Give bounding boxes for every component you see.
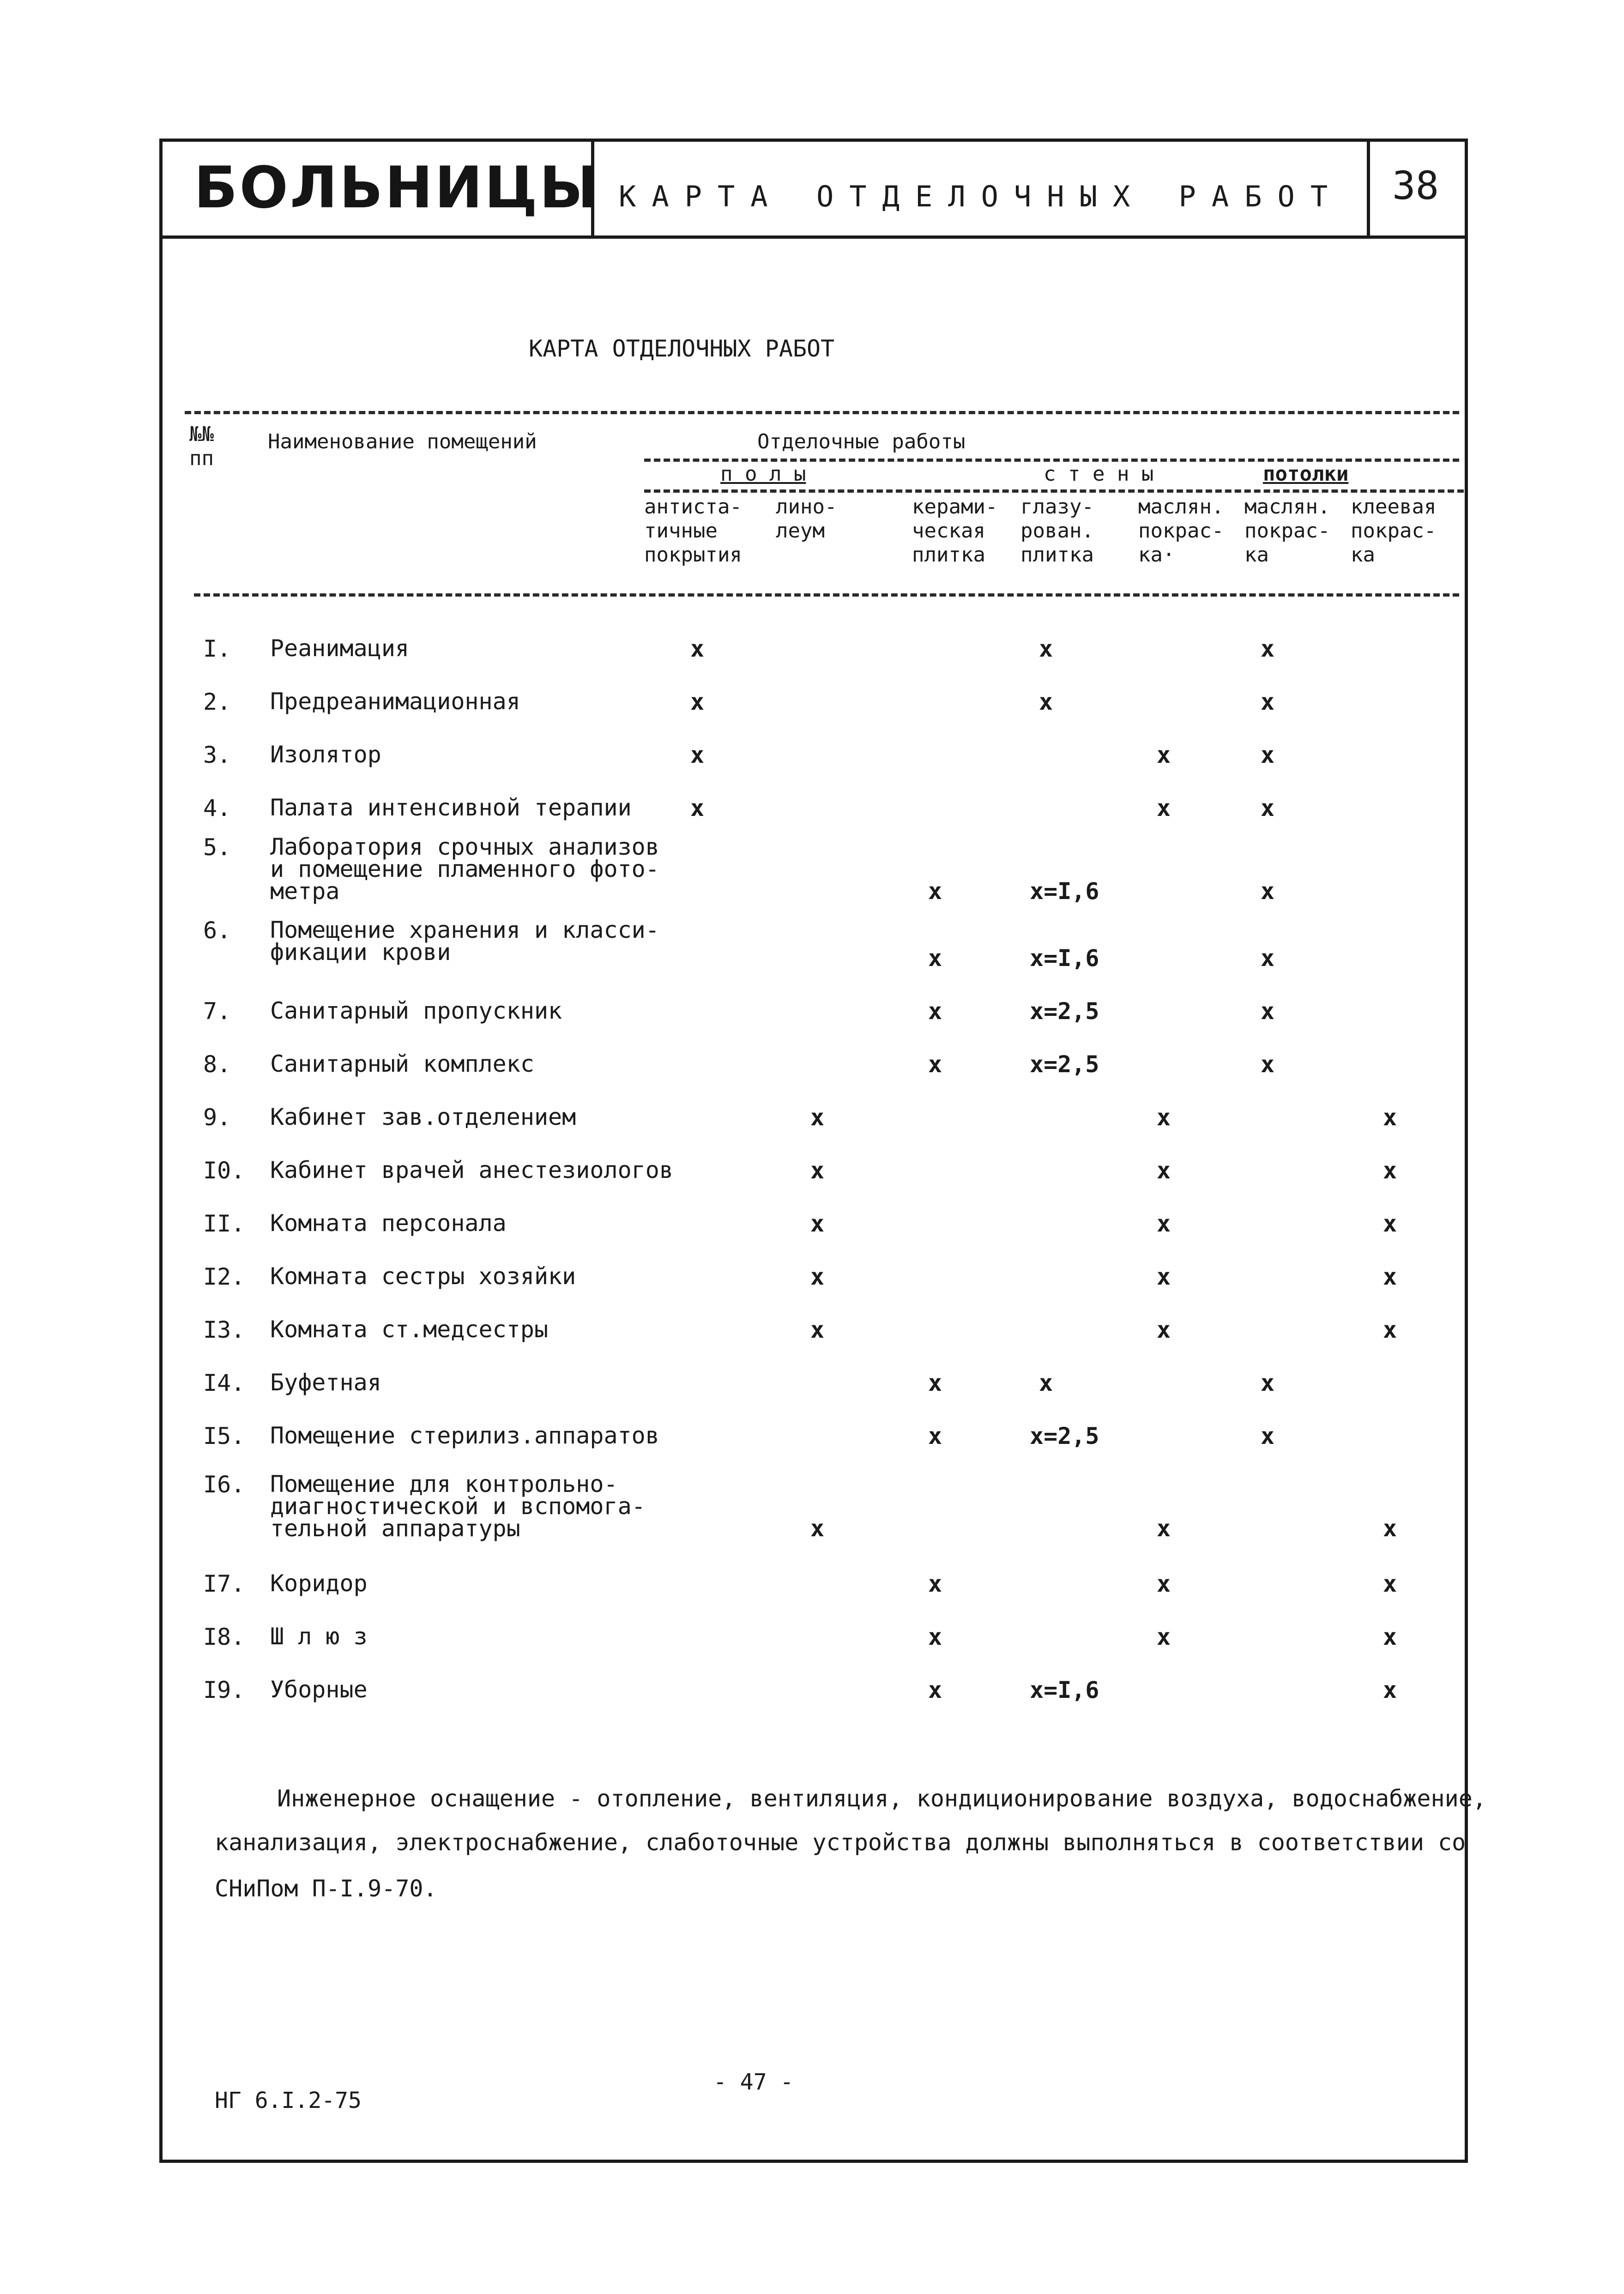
- finish-mark: x=2,5: [1030, 998, 1099, 1025]
- row-number: I5.: [203, 1423, 245, 1449]
- col-name-header: Наименование помещений: [268, 430, 537, 453]
- finish-mark: x: [1157, 1104, 1171, 1131]
- finish-mark: x=2,5: [1030, 1051, 1099, 1078]
- ceilings-label: потолки: [1263, 462, 1349, 486]
- row-number: I4.: [203, 1370, 245, 1396]
- finish-mark: x: [810, 1263, 825, 1290]
- finish-mark: x: [928, 1624, 942, 1650]
- room-name: Предреанимационная: [270, 688, 520, 715]
- room-name: Помещение стерилиз.аппаратов: [270, 1422, 659, 1449]
- room-name: Помещение хранения и класси- фикации крови: [270, 917, 659, 966]
- footer-page-number: - 47 -: [713, 2069, 794, 2095]
- subcolumn-header: маслян. покрас- ка: [1244, 495, 1330, 567]
- room-name: Санитарный пропускник: [270, 997, 562, 1024]
- finish-mark: x: [690, 795, 705, 821]
- note-line-1: Инженерное оснащение - отопление, вентиляция, кондиционирование воздуха, водоснабжение,: [277, 1785, 1486, 1812]
- finish-mark: x: [928, 1570, 942, 1597]
- finish-mark: x=I,6: [1030, 1677, 1099, 1703]
- row-number: 7.: [203, 998, 231, 1025]
- room-name: Реанимация: [270, 635, 410, 662]
- note-line-3: СНиПом П-I.9-70.: [215, 1875, 437, 1902]
- header-bottom-rule: [159, 235, 1468, 239]
- finish-mark: x: [1261, 688, 1275, 715]
- subcolumn-header: глазу- рован. плитка: [1020, 495, 1094, 567]
- row-number: 5.: [203, 834, 231, 861]
- finish-mark: x: [1039, 635, 1053, 662]
- room-name: Ш л ю з: [270, 1623, 368, 1650]
- row-number: I9.: [203, 1677, 245, 1703]
- finish-mark: x: [1157, 1157, 1171, 1184]
- header-title: КАРТА ОТДЕЛОЧНЫХ РАБОТ: [619, 180, 1344, 213]
- finish-mark: x: [928, 1370, 942, 1396]
- finish-mark: x: [1383, 1570, 1397, 1597]
- subcolumn-header: клеевая покрас- ка: [1351, 495, 1437, 567]
- header-page-label: 38: [1392, 163, 1439, 208]
- finish-mark: x: [1157, 1263, 1171, 1290]
- finish-mark: x: [1383, 1316, 1397, 1343]
- finish-mark: x: [810, 1157, 825, 1184]
- document-title: КАРТА ОТДЕЛОЧНЫХ РАБОТ: [529, 335, 835, 362]
- finish-mark: x: [1157, 1570, 1171, 1597]
- room-name: Комната ст.медсестры: [270, 1316, 549, 1343]
- room-name: Кабинет врачей анестезиологов: [270, 1157, 673, 1183]
- finish-mark: x: [928, 878, 942, 905]
- room-name: Кабинет зав.отделением: [270, 1104, 576, 1130]
- finish-mark: x: [1383, 1263, 1397, 1290]
- row-number: I2.: [203, 1263, 245, 1290]
- finish-mark: x: [1261, 1423, 1275, 1449]
- note-line-2: канализация, электроснабжение, слаботочные устройства должны выполняться в соответствии со: [215, 1829, 1466, 1856]
- row-number: 9.: [203, 1104, 231, 1131]
- finish-mark: x: [928, 1051, 942, 1078]
- row-number: 2.: [203, 688, 231, 715]
- finish-mark: x: [1261, 635, 1275, 662]
- finish-mark: x: [928, 945, 942, 972]
- finish-mark: x: [1383, 1515, 1397, 1542]
- subgroup-rule: [644, 489, 1464, 493]
- finish-mark: x: [928, 998, 942, 1025]
- finish-mark: x: [1261, 1051, 1275, 1078]
- finish-mark: x: [1383, 1677, 1397, 1703]
- finish-mark: x: [1383, 1157, 1397, 1184]
- group-rule: [644, 459, 1459, 462]
- finish-mark: x=I,6: [1030, 945, 1099, 972]
- finish-mark: x: [1261, 795, 1275, 821]
- finish-mark: x: [1261, 1370, 1275, 1396]
- finish-mark: x: [810, 1104, 825, 1131]
- finish-mark: x: [1261, 742, 1275, 768]
- room-name: Лаборатория срочных анализов и помещение пламенного фото- метра: [270, 833, 659, 905]
- finish-mark: x: [1039, 688, 1053, 715]
- row-number: 4.: [203, 795, 231, 821]
- finish-mark: x: [1157, 1624, 1171, 1650]
- group-label: Отделочные работы: [757, 430, 966, 453]
- finish-mark: x: [690, 688, 705, 715]
- room-name: Комната персонала: [270, 1210, 507, 1237]
- finish-mark: x: [1383, 1210, 1397, 1237]
- room-name: Изолятор: [270, 741, 381, 768]
- walls-label: с т е н ы: [1044, 462, 1154, 486]
- floors-label: п о л ы: [720, 462, 806, 486]
- room-name: Комната сестры хозяйки: [270, 1263, 576, 1290]
- finish-mark: x: [1383, 1104, 1397, 1131]
- room-name: Помещение для контрольно- диагностической и вспомога- тельной аппаратуры: [270, 1471, 646, 1542]
- finish-mark: x: [810, 1316, 825, 1343]
- finish-mark: x: [1157, 742, 1171, 768]
- subcolumn-header: антиста- тичные покрытия: [644, 495, 742, 567]
- subcolumn-header: керами- ческая плитка: [912, 495, 998, 567]
- subcolumn-header: маслян. покрас- ка·: [1138, 495, 1224, 567]
- row-number: II.: [203, 1210, 245, 1237]
- room-name: Санитарный комплекс: [270, 1050, 534, 1077]
- room-name: Уборные: [270, 1676, 368, 1703]
- room-name: Буфетная: [270, 1369, 381, 1396]
- row-number: I8.: [203, 1624, 245, 1650]
- finish-mark: x: [1157, 1210, 1171, 1237]
- finish-mark: x=I,6: [1030, 878, 1099, 905]
- row-number: 6.: [203, 917, 231, 944]
- finish-mark: x: [690, 742, 705, 768]
- row-number: I7.: [203, 1570, 245, 1597]
- subcolumn-header: лино- леум: [776, 495, 837, 543]
- finish-mark: x: [1383, 1624, 1397, 1650]
- row-number: 3.: [203, 742, 231, 768]
- room-name: Коридор: [270, 1570, 368, 1597]
- header-bottom-dashed-rule: [194, 593, 1459, 597]
- finish-mark: x: [1157, 1515, 1171, 1542]
- header-divider-right: [1367, 139, 1370, 235]
- row-number: I3.: [203, 1316, 245, 1343]
- finish-mark: x: [1261, 945, 1275, 972]
- finish-mark: x: [1261, 998, 1275, 1025]
- row-number: I.: [203, 635, 231, 662]
- finish-mark: x: [1039, 1370, 1053, 1396]
- table-top-rule: [185, 411, 1459, 414]
- finish-mark: x: [1157, 1316, 1171, 1343]
- footer-code: НГ 6.I.2-75: [215, 2088, 362, 2113]
- finish-mark: x: [928, 1423, 942, 1449]
- finish-mark: x: [810, 1515, 825, 1542]
- row-number: I6.: [203, 1471, 245, 1498]
- finish-mark: x: [928, 1677, 942, 1703]
- finish-mark: x: [1157, 795, 1171, 821]
- finish-mark: x: [690, 635, 705, 662]
- row-number: I0.: [203, 1157, 245, 1184]
- finish-mark: x: [1261, 878, 1275, 905]
- finish-mark: x=2,5: [1030, 1423, 1099, 1449]
- row-number: 8.: [203, 1051, 231, 1078]
- logo-text: БОЛЬНИЦЫ: [194, 155, 601, 221]
- room-name: Палата интенсивной терапии: [270, 794, 632, 821]
- finish-mark: x: [810, 1210, 825, 1237]
- col-num-header: №№ пп: [189, 423, 214, 470]
